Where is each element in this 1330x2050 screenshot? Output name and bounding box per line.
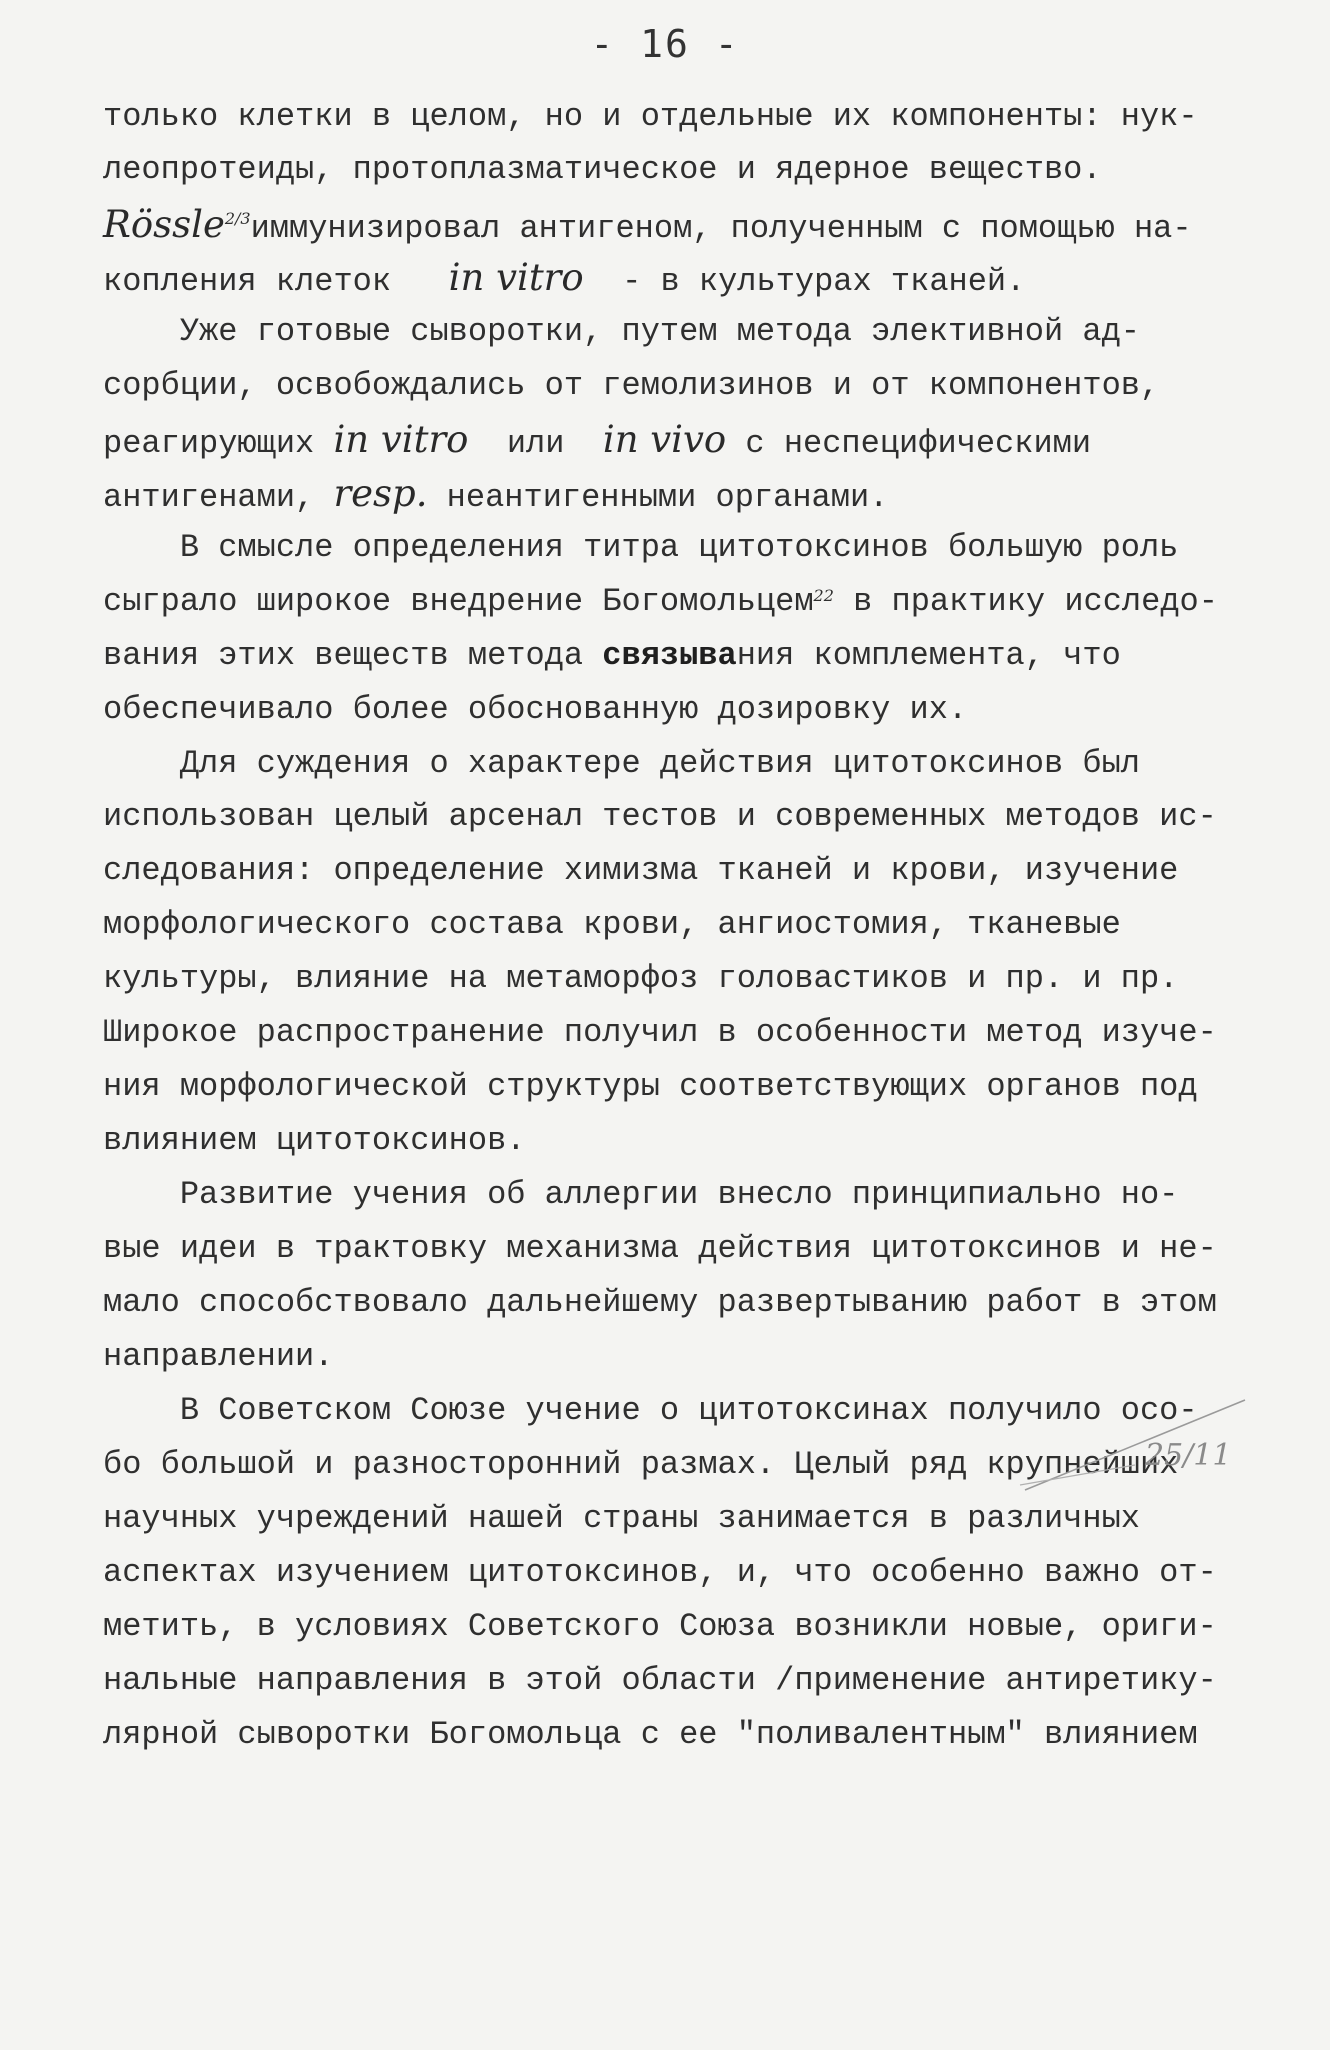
text-segment: иммунизировал антигеном, полученным с помощью на- [250,210,1192,247]
handwritten-word: Rössle [103,203,225,246]
handwritten-annotation [1015,1385,1255,1495]
handwritten-word: resp. [333,472,428,515]
handwritten-word: in vivo [602,418,727,461]
text-segment: или [468,425,603,462]
text-segment: следования: определение химизма тканей и крови, изучение [103,852,1179,889]
text-segment: с неспецифическими [726,425,1092,462]
reference-superscript: 2/3 [224,209,251,228]
text-line [103,312,1140,352]
text-line [103,1499,1140,1539]
text-segment: аспектах изучением цитотоксинов, и, что особенно важно от- [103,1554,1217,1591]
text-segment: В Советском Союзе учение о цитотоксинах получило осо- [103,1392,1198,1429]
text-segment: Уже готовые сыворотки, путем метода элективной ад- [103,313,1140,350]
text-line [103,258,1025,302]
text-line [103,1607,1217,1647]
text-line [103,1067,1198,1107]
reference-superscript: 22 [813,586,834,605]
text-segment: реагирующих [103,425,334,462]
text-segment: морфологического состава крови, ангиостомия, тканевые [103,906,1121,943]
text-line [103,420,1091,464]
text-line [103,636,1121,676]
text-segment: культуры, влияние на метаморфоз головастиков и пр. и пр. [103,960,1179,997]
annotation-text: 25/11 [1145,1438,1232,1473]
text-segment: использован целый арсенал тестов и современных методов ис- [103,798,1217,835]
text-segment: мало способствовало дальнейшему развертыванию работ в этом [103,1284,1217,1321]
text-line [103,851,1178,891]
text-line [103,905,1121,945]
text-segment: только клетки в целом, но и отдельные их компоненты: нук- [103,98,1198,135]
text-line [103,205,1192,249]
text-segment: антигенами, [103,479,334,516]
text-line [103,1553,1217,1593]
text-segment: влиянием цитотоксинов. [103,1122,526,1159]
text-line [103,150,1102,190]
text-segment: Для суждения о характере действия цитотоксинов был [103,745,1140,782]
text-segment: бо большой и разносторонний размах. Целый ряд крупнейших [103,1446,1179,1483]
text-line [103,474,888,518]
handwritten-word: in vitro [333,418,469,461]
text-line [103,1175,1178,1215]
text-line [103,1121,525,1161]
handwritten-word: in vitro [448,256,584,299]
page-number: - 16 - [590,22,740,66]
text-line [103,797,1217,837]
text-segment: научных учреждений нашей страны занимается в различных [103,1500,1140,1537]
text-segment: в практику исследо- [833,583,1218,620]
text-line [103,959,1178,999]
text-line [103,1229,1217,1269]
text-segment: обеспечивало более обоснованную дозировку их. [103,691,968,728]
text-segment: метить, в условиях Советского Союза возникли новые, ориги- [103,1608,1217,1645]
text-segment: ния комплемента, что [736,637,1121,674]
text-segment: сорбции, освобождались от гемолизинов и от компонентов, [103,367,1160,404]
text-segment: леопротеиды, протоплазматическое и ядерное вещество. [103,151,1102,188]
text-segment: неантигенными органами. [427,479,889,516]
text-line [103,744,1140,784]
text-segment: лярной сыворотки Богомольца с ее "поливалентным" влиянием [103,1716,1198,1753]
text-segment: Широкое распространение получил в особенности метод изуче- [103,1014,1217,1051]
text-segment: сыграло широкое внедрение Богомольцем [103,583,814,620]
text-line [103,1337,333,1377]
text-line [103,97,1198,137]
text-line [103,528,1178,568]
pencil-mark-icon [1015,1385,1255,1495]
text-segment: В смысле определения титра цитотоксинов большую роль [103,529,1179,566]
text-segment: направлении. [103,1338,334,1375]
text-segment: нальные направления в этой области /применение антиретику- [103,1662,1217,1699]
text-line [103,690,967,730]
text-segment: Развитие учения об аллергии внесло принципиально но- [103,1176,1179,1213]
text-line [103,1715,1198,1755]
text-line [103,1661,1217,1701]
text-line [103,1013,1217,1053]
overtyped-word: связыва [602,637,737,674]
text-segment: ния морфологической структуры соответствующих органов под [103,1068,1198,1105]
text-segment: вания этих веществ метода [103,637,603,674]
text-segment: вые идеи в трактовку механизма действия цитотоксинов и не- [103,1230,1217,1267]
text-line [103,366,1159,406]
text-line [103,582,1218,622]
text-line [103,1283,1217,1323]
text-segment: копления клеток [103,263,449,300]
text-segment: - в культурах тканей. [583,263,1026,300]
